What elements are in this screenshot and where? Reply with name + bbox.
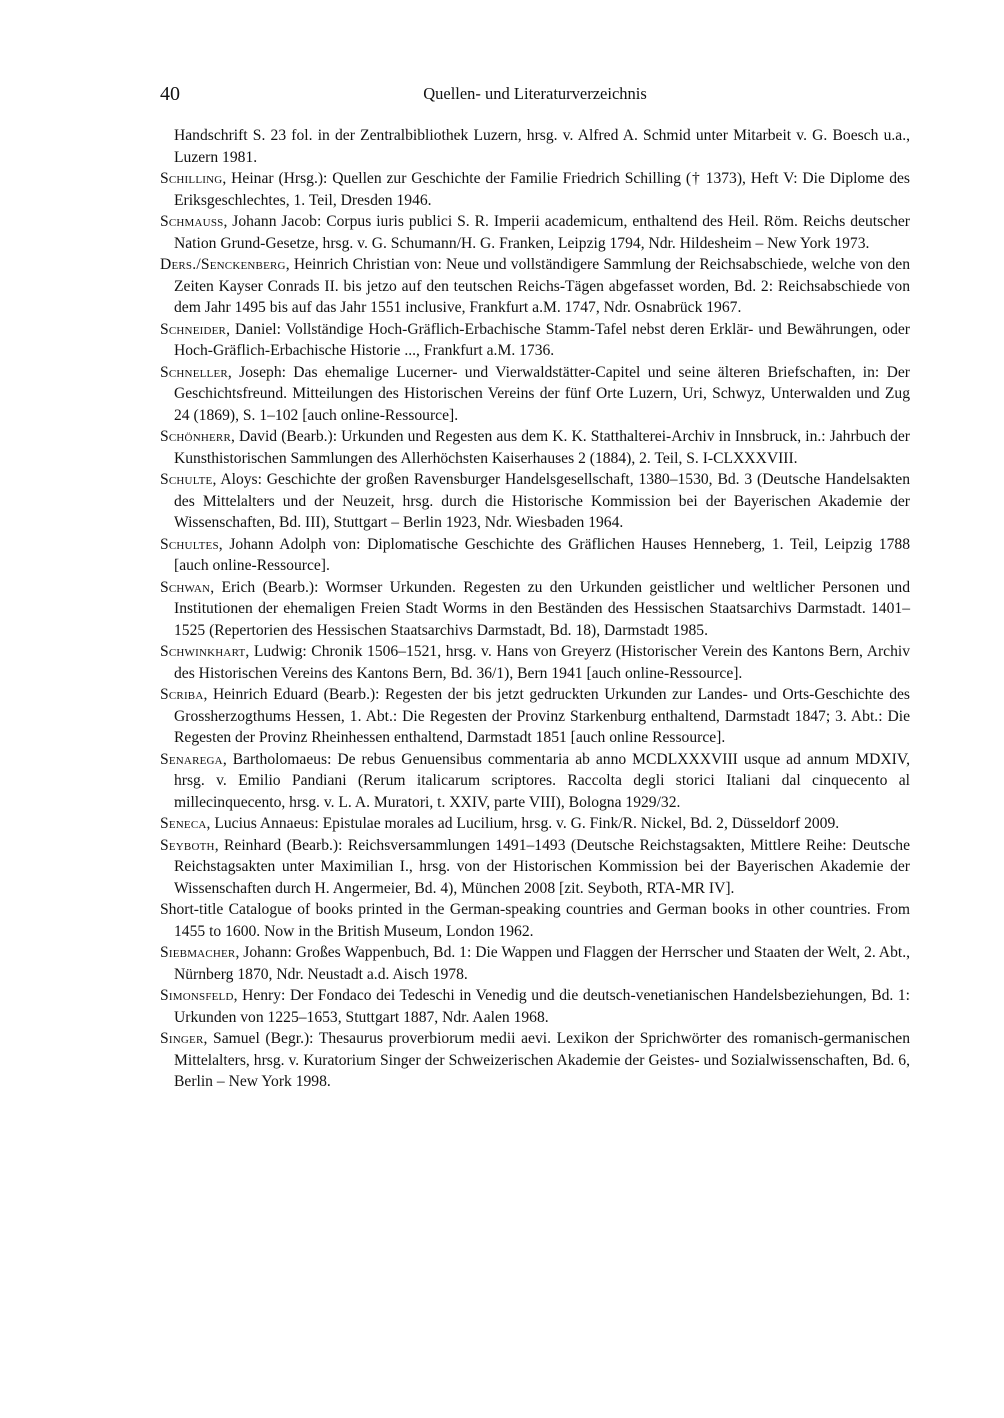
bibliography-entry <box>160 211 910 254</box>
entry-text: Handschrift S. 23 fol. in der Zentralbibliothek Luzern, hrsg. v. Alfred A. Schmid unter Mitarbeit v. G. Boesch u.a., Luzern 1981. <box>174 127 910 166</box>
bibliography-entry <box>160 577 910 642</box>
entry-text: , Samuel (Begr.): Thesaurus proverbiorum medii aevi. Lexikon der Sprichwörter des romanisch-germanischen Mittelalters, hrsg. v. Kuratorium Singer der Schweizerischen Akademie der Geistes- und Sozialwissenschaften, Bd. 6, Berlin – New York 1998. <box>174 1030 910 1090</box>
entry-author: Schmauss <box>160 213 224 230</box>
page-number: 40 <box>160 83 180 105</box>
bibliography-entry <box>160 534 910 577</box>
entry-text: , Heinrich Eduard (Bearb.): Regesten der bis jetzt gedruckten Urkunden zur Landes- und Orts-Geschichte des Grossherzogthums Hessen, 1. Abt.: Die Regesten der Provinz Starkenburg enthaltend, Darmstadt 1847; 3. Abt.: Die Regesten der Provinz Rheinhessen enthaltend, Darmstadt 1851 [auch online Ressource]. <box>174 686 910 746</box>
entry-author: Singer <box>160 1030 204 1047</box>
entry-author: Schneider <box>160 320 227 338</box>
entry-text: , Daniel: Vollständige Hoch-Gräflich-Erbachische Stamm-Tafel nebst deren Erklär- und Bewährungen, oder Hoch-Gräflich-Erbachische Historie ..., Frankfurt a.M. 1736. <box>174 320 910 359</box>
entry-author: Senarega <box>160 750 223 768</box>
entry-author: Schilling <box>160 170 223 187</box>
entry-author: Scriba <box>160 686 204 703</box>
entry-text: , Johann: Großes Wappenbuch, Bd. 1: Die Wappen und Flaggen der Herrscher und Staaten der Welt, 2. Abt., Nürnberg 1870, Ndr. Neustadt a.d. Aisch 1978. <box>174 944 910 983</box>
entry-author: Ders./Senckenberg <box>160 256 286 273</box>
bibliography-entry <box>160 942 910 985</box>
bibliography-entry-continued <box>160 125 910 168</box>
entry-text: , Henry: Der Fondaco dei Tedeschi in Venedig und die deutsch-venetianischen Handelsbeziehungen, Bd. 1: Urkunden von 1225–1653, Stuttgart 1887, Ndr. Aalen 1968. <box>174 987 910 1026</box>
entry-author: Siebmacher <box>160 944 236 961</box>
bibliography-list <box>160 125 910 1093</box>
bibliography-entry <box>160 684 910 749</box>
running-title: Quellen- und Literaturverzeichnis <box>423 84 647 103</box>
entry-text: , Bartholomaeus: De rebus Genuensibus commentaria ab anno MCDLXXXVIII usque ad annum MDXIV, hrsg. v. Emilio Pandiani (Rerum italicarum scriptores. Raccolta degli storici Italiani dal cinquecento al millecinquecento, hrsg. v. L. A. Muratori, t. XXIV, parte VIII), Bologna 1929/32. <box>174 750 910 811</box>
entry-text: , Lucius Annaeus: Epistulae morales ad Lucilium, hrsg. v. G. Fink/R. Nickel, Bd. 2, Düsseldorf 2009. <box>206 815 840 832</box>
entry-text: , Heinrich Christian von: Neue und vollständigere Sammlung der Reichsabschiede, welche von den Zeiten Kayser Conrads II. bis jetzo auf den teutschen Reichs-Tägen abgefasset worden, Bd. 2: Reichsabschiede von dem Jahr 1495 bis auf das Jahr 1551 inclusive, Frankfurt a.M. 1747, Ndr. Osnabrück 1967. <box>174 256 910 316</box>
bibliography-entry <box>160 254 910 319</box>
bibliography-entry <box>160 469 910 534</box>
entry-text: , Aloys: Geschichte der großen Ravensburger Handelsgesellschaft, 1380–1530, Bd. 3 (Deutsche Handelsakten des Mittelalters und der Neuzeit, hrsg. durch die Historische Kommission bei der Bayerischen Akademie der Wissenschaften, Bd. III), Stuttgart – Berlin 1923, Ndr. Wiesbaden 1964. <box>174 471 910 531</box>
entry-author: Simonsfeld <box>160 987 234 1004</box>
entry-author: Seneca <box>160 815 207 832</box>
entry-text: , Ludwig: Chronik 1506–1521, hrsg. v. Hans von Greyerz (Historischer Verein des Kantons Bern, Archiv des Historischen Vereins des Kantons Bern, Bd. 36/1), Bern 1941 [auch online-Ressource]. <box>174 643 910 682</box>
entry-author: Seyboth <box>160 836 215 854</box>
bibliography-entry <box>160 1028 910 1093</box>
bibliography-entry <box>160 813 910 835</box>
bibliography-entry <box>160 985 910 1028</box>
bibliography-entry <box>160 899 910 942</box>
bibliography-entry <box>160 641 910 684</box>
entry-author: Schneller <box>160 363 228 381</box>
entry-text: , Joseph: Das ehemalige Lucerner- und Vierwaldstätter-Capitel und seine älteren Briefschaften, in: Der Geschichtsfreund. Mitteilungen des Historischen Vereins der fünf Orte Luzern, Uri, Schwyz, Unterwalden und Zug 24 (1869), S. 1–102 [auch online-Ressource]. <box>174 363 910 424</box>
entry-author: Schönherr <box>160 428 231 445</box>
entry-text: , Johann Adolph von: Diplomatische Geschichte des Gräflichen Hauses Henneberg, 1. Teil, Leipzig 1788 [auch online-Ressource]. <box>174 535 910 574</box>
bibliography-entry <box>160 168 910 211</box>
bibliography-entry <box>160 319 910 362</box>
entry-text: , Reinhard (Bearb.): Reichsversammlungen 1491–1493 (Deutsche Reichstagsakten, Mittlere Reihe: Deutsche Reichstagsakten unter Maximilian I., hrsg. von der Historischen Kommission bei der Bayerischen Akademie der Wissenschaften durch H. Angermeier, Bd. 4), München 2008 [zit. Seyboth, RTA-MR IV]. <box>174 836 910 897</box>
entry-author: Schulte <box>160 471 213 488</box>
bibliography-entry <box>160 749 910 814</box>
entry-author: Schwan <box>160 578 211 596</box>
entry-author: Schultes <box>160 535 219 553</box>
bibliography-entry <box>160 426 910 469</box>
entry-text: , David (Bearb.): Urkunden und Regesten aus dem K. K. Statthalterei-Archiv in Innsbruck, in.: Jahrbuch der Kunsthistorischen Sammlungen des Allerhöchsten Kaiserhauses 2 (1884), 2. Teil, S. I-CLXXXVIII. <box>174 428 910 467</box>
page-header <box>160 80 910 108</box>
entry-text: , Heinar (Hrsg.): Quellen zur Geschichte der Familie Friedrich Schilling († 1373), Heft V: Die Diplome des Eriksgeschlechtes, 1. Teil, Dresden 1946. <box>174 170 910 209</box>
entry-author: Schwinkhart <box>160 643 246 660</box>
entry-text: , Erich (Bearb.): Wormser Urkunden. Regesten zu den Urkunden geistlicher und weltlicher Personen und Institutionen der ehemaligen Freien Stadt Worms in den Beständen des Hessischen Staatsarchivs Darmstadt. 1401–1525 (Repertorien des Hessischen Staatsarchivs Darmstadt, Bd. 18), Darmstadt 1985. <box>174 578 910 639</box>
entry-text: , Johann Jacob: Corpus iuris publici S. R. Imperii academicum, enthaltend des Heil. Röm. Reichs deutscher Nation Grund-Gesetze, hrsg. v. G. Schumann/H. G. Franken, Leipzig 1794, Ndr. Hildesheim – New York 1973. <box>174 213 910 252</box>
bibliography-entry <box>160 835 910 900</box>
bibliography-entry <box>160 362 910 427</box>
entry-text: Short-title Catalogue of books printed in the German-speaking countries and German books in other countries. From 1455 to 1600. Now in the British Museum, London 1962. <box>160 901 910 940</box>
